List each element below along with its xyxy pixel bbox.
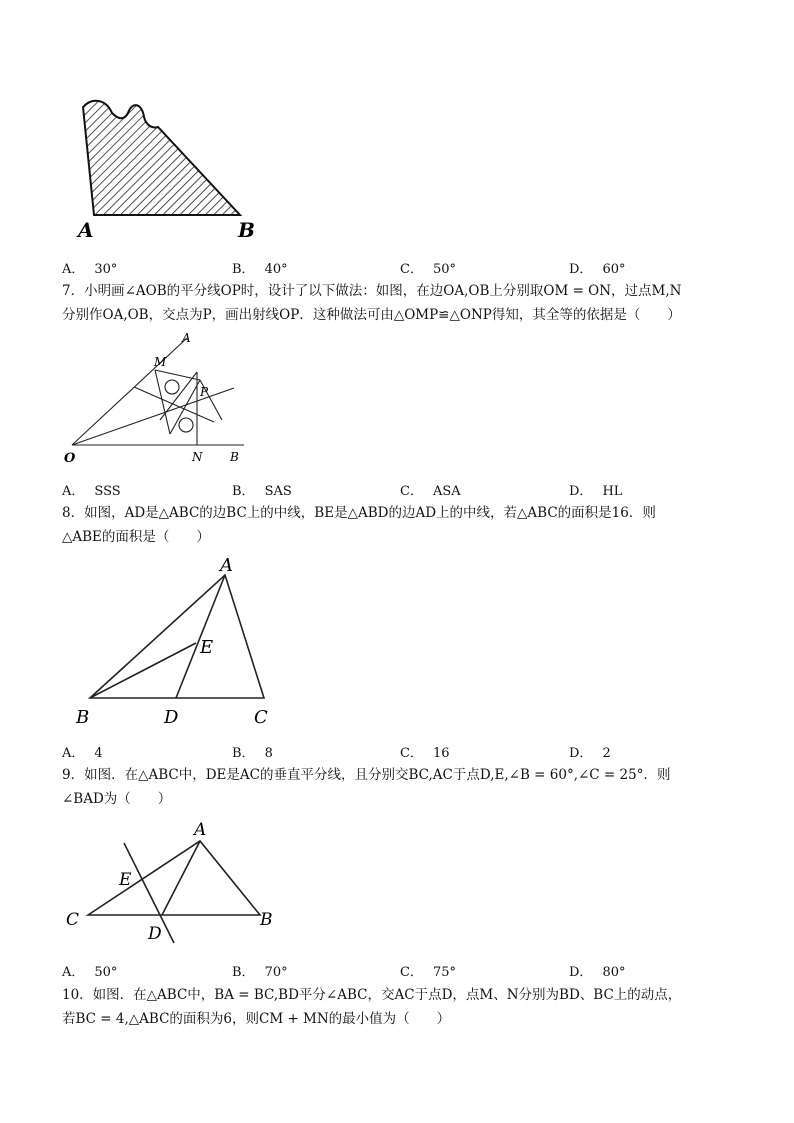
q9-text-line1: 9．如图．在△ABC中，DE是AC的垂直平分线，且分别交BC,AC于点D,E,∠B = 60°,∠C = 25°．则: [62, 767, 671, 783]
q8-text-line1: 8．如图，AD是△ABC的边BC上的中线，BE是△ABD的边AD上的中线，若△ABC的面积是16．则: [62, 505, 656, 521]
q9-text-line2: ∠BAD为（ ）: [62, 791, 172, 807]
q7-label-p: P: [200, 385, 209, 399]
q8-option-b[interactable]: B． 8: [232, 746, 273, 761]
q7-figure: [62, 330, 262, 465]
q9-label-b: B: [260, 910, 273, 930]
q9-label-a: A: [194, 820, 207, 840]
q6-label-a: A: [78, 218, 94, 242]
q9-figure: [62, 815, 292, 950]
q8-option-c[interactable]: C． 16: [400, 746, 450, 761]
q8-label-e: E: [200, 637, 214, 658]
q8-label-d: D: [164, 707, 179, 728]
q6-label-b: B: [238, 218, 255, 242]
q9-option-d[interactable]: D． 80°: [569, 965, 626, 980]
q10-text-line2: 若BC = 4,△ABC的面积为6，则CM + MN的最小值为（ ）: [62, 1011, 451, 1027]
q7-label-a: A: [182, 331, 191, 345]
q7-option-a[interactable]: A． SSS: [62, 484, 121, 499]
q7-option-c[interactable]: C． ASA: [400, 484, 461, 499]
q8-options: [62, 742, 742, 762]
q6-hatched-shape: [83, 101, 240, 215]
q9-option-b[interactable]: B． 70°: [232, 965, 288, 980]
q7-label-n: N: [192, 450, 203, 464]
q7-option-d[interactable]: D． HL: [569, 484, 623, 499]
q9-label-c: C: [66, 910, 80, 930]
q7-text-line1: 7．小明画∠AOB的平分线OP时，设计了以下做法：如图，在边OA,OB上分别取OM = ON，过点M,N: [62, 283, 682, 299]
q6-figure: [70, 95, 270, 245]
q8-label-c: C: [254, 707, 268, 728]
q7-label-o: O: [64, 451, 76, 465]
q6-option-c[interactable]: C． 50°: [400, 262, 456, 277]
q6-options: [62, 258, 742, 278]
q8-text-line2: △ABE的面积是（ ）: [62, 529, 210, 545]
q7-label-m: M: [154, 355, 167, 369]
q9-label-e: E: [119, 870, 132, 890]
q7-text-line2: 分别作OA,OB，交点为P，画出射线OP．这种做法可由△OMP≌△ONP得知，其全等的依据是（ ）: [62, 307, 681, 323]
q6-option-b[interactable]: B． 40°: [232, 262, 288, 277]
q6-option-d[interactable]: D． 60°: [569, 262, 626, 277]
q9-label-d: D: [148, 924, 162, 944]
q7-label-b: B: [230, 450, 239, 464]
q7-options: [62, 480, 742, 500]
q7-option-b[interactable]: B． SAS: [232, 484, 292, 499]
q8-label-b: B: [76, 707, 90, 728]
q8-option-a[interactable]: A． 4: [62, 746, 103, 761]
q10-text-line1: 10．如图．在△ABC中，BA = BC,BD平分∠ABC，交AC于点D，点M、N分别为BD、BC上的动点，: [62, 987, 682, 1003]
q9-options: [62, 961, 742, 981]
q8-option-d[interactable]: D． 2: [569, 746, 611, 761]
q8-figure: [70, 555, 290, 730]
q9-option-c[interactable]: C． 75°: [400, 965, 456, 980]
q6-option-a[interactable]: A． 30°: [62, 262, 118, 277]
q8-label-a: A: [220, 555, 233, 576]
q9-option-a[interactable]: A． 50°: [62, 965, 118, 980]
